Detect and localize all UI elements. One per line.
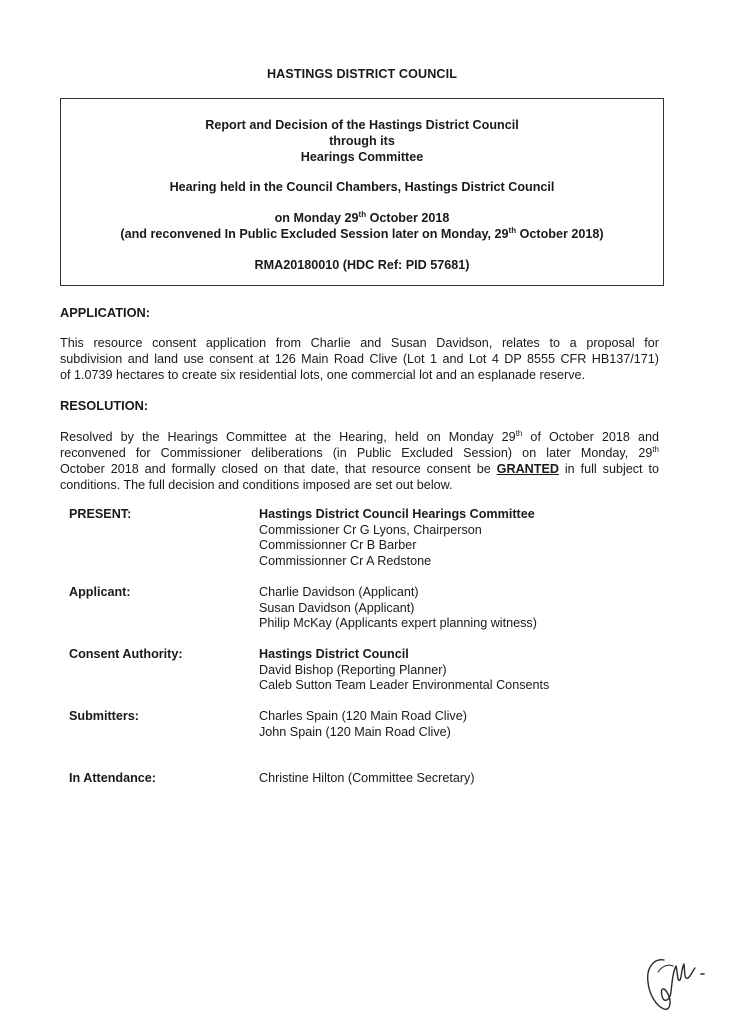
report-title: Report and Decision of the Hastings District Council: [205, 118, 519, 132]
hearing-date: on Monday 29th October 2018: [274, 209, 450, 225]
granted-decision: GRANTED: [496, 462, 559, 476]
application-paragraph: [60, 335, 659, 383]
applicant-label: Applicant:: [69, 585, 131, 599]
submitters-list: [259, 709, 467, 740]
resolution-line: Resolved by the Hearings Committee at the Hearing, held on Monday 29th of October 2018 and: [60, 428, 659, 444]
present-entry: Commissionner Cr A Redstone: [259, 554, 432, 569]
consent-authority-entry: Caleb Sutton Team Leader Environmental Consents: [259, 678, 550, 693]
resolution-heading: RESOLUTION:: [60, 398, 149, 413]
in-attendance-entry: Christine Hilton (Committee Secretary): [259, 771, 475, 785]
in-attendance-list: [259, 771, 475, 787]
applicant-entry: Philip McKay (Applicants expert planning witness): [259, 616, 537, 631]
application-heading: APPLICATION:: [60, 305, 151, 320]
council-title: HASTINGS DISTRICT COUNCIL: [266, 67, 457, 81]
signature-initials-icon: [640, 952, 710, 1014]
present-entry: Hastings District Council Hearings Committee: [259, 507, 535, 521]
consent-authority-label: Consent Authority:: [69, 647, 183, 661]
consent-authority-entry: David Bishop (Reporting Planner): [259, 662, 447, 677]
resolution-line: conditions. The full decision and conditions imposed are set out below.: [60, 478, 453, 492]
report-committee: Hearings Committee: [300, 150, 424, 164]
resolution-paragraph: [60, 429, 659, 493]
present-list: [259, 507, 535, 570]
resolution-line: reconvened for Commissioner deliberations (in Public Excluded Session) on later Monday, 29th: [60, 444, 659, 460]
resolution-line: October 2018 and formally closed on that date, that resource consent be GRANTED in full subject to: [60, 462, 659, 476]
applicant-entry: Susan Davidson (Applicant): [259, 600, 415, 615]
applicant-list: [259, 585, 537, 632]
consent-authority-list: [259, 647, 549, 694]
submitter-entry: Charles Spain (120 Main Road Clive): [259, 709, 467, 723]
application-line: subdivision and land use consent at 126 Main Road Clive (Lot 1 and Lot 4 DP 8555 CFR HB137/171): [60, 352, 659, 366]
present-entry: Commissioner Cr G Lyons, Chairperson: [259, 522, 482, 537]
submitter-entry: John Spain (120 Main Road Clive): [259, 724, 451, 739]
report-header-box: [60, 98, 664, 286]
report-title-through: through its: [329, 134, 395, 148]
present-entry: Commissionner Cr B Barber: [259, 538, 417, 553]
submitters-label: Submitters:: [69, 709, 139, 723]
present-label: PRESENT:: [69, 507, 132, 521]
applicant-entry: Charlie Davidson (Applicant): [259, 585, 419, 599]
application-line: of 1.0739 hectares to create six residential lots, one commercial lot and an esplanade reserve.: [60, 368, 586, 382]
reference-number: RMA20180010 (HDC Ref: PID 57681): [254, 258, 470, 272]
application-line: This resource consent application from Charlie and Susan Davidson, relates to a proposal for: [60, 336, 659, 350]
in-attendance-label: In Attendance:: [69, 771, 156, 785]
reconvened-date: (and reconvened In Public Excluded Session later on Monday, 29th October 2018): [120, 225, 604, 241]
consent-authority-entry: Hastings District Council: [259, 647, 409, 661]
hearing-location: Hearing held in the Council Chambers, Hastings District Council: [169, 180, 555, 194]
